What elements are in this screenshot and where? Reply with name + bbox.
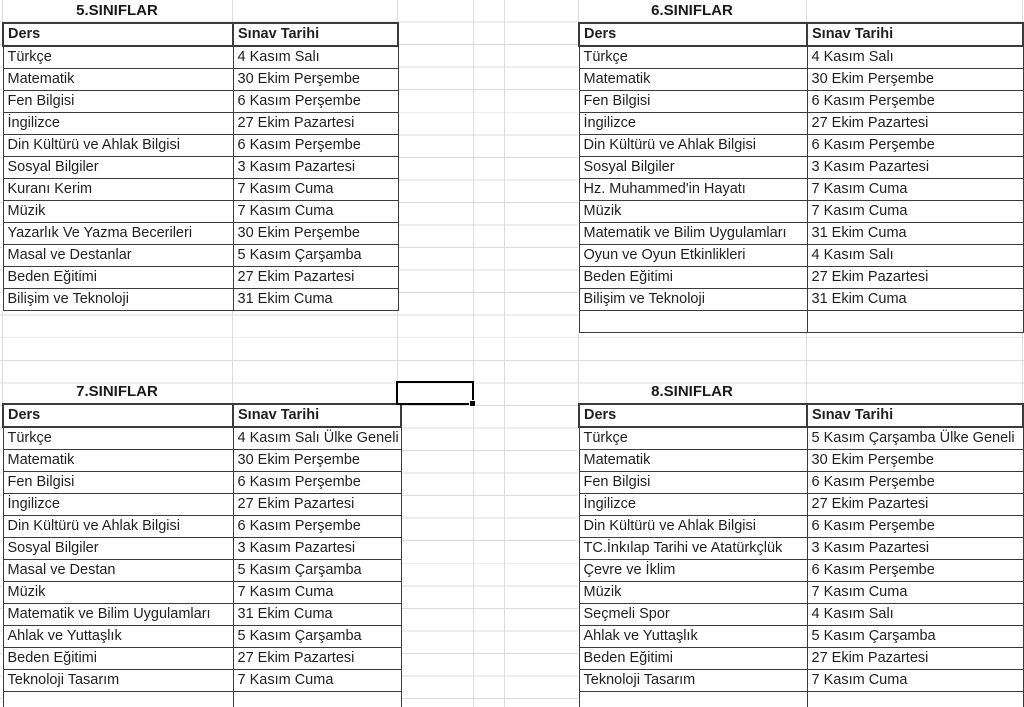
- ders-cell[interactable]: TC.İnkılap Tarihi ve Atatürkçlük: [579, 538, 807, 560]
- ders-cell[interactable]: Din Kültürü ve Ahlak Bilgisi: [579, 135, 807, 157]
- exam-table-grade6: [578, 0, 1024, 333]
- table-row: [579, 135, 1023, 157]
- exam-table-grade8: [578, 381, 1024, 707]
- sinav-tarihi-cell[interactable]: 3 Kasım Pazartesi: [233, 157, 398, 179]
- sinav-tarihi-header[interactable]: Sınav Tarihi: [807, 404, 1023, 427]
- table-row: [3, 223, 398, 245]
- sinav-tarihi-cell[interactable]: 30 Ekim Perşembe: [807, 69, 1023, 91]
- table-row: [3, 450, 401, 472]
- sinav-tarihi-cell[interactable]: 7 Kasım Cuma: [233, 179, 398, 201]
- exam-schedule-table-grade7: [2, 403, 402, 707]
- ders-cell[interactable]: Türkçe: [3, 46, 233, 69]
- table-row: [579, 427, 1023, 450]
- sinav-tarihi-cell[interactable]: 6 Kasım Perşembe: [807, 91, 1023, 113]
- ders-cell[interactable]: Çevre ve İklim: [579, 560, 807, 582]
- exam-table-grade5: [2, 0, 399, 311]
- ders-cell[interactable]: [579, 311, 807, 333]
- ders-cell[interactable]: Matematik ve Bilim Uygulamları: [3, 604, 233, 626]
- sinav-tarihi-header[interactable]: Sınav Tarihi: [807, 23, 1023, 46]
- sinav-tarihi-cell[interactable]: 6 Kasım Perşembe: [233, 516, 401, 538]
- sinav-tarihi-cell[interactable]: 6 Kasım Perşembe: [807, 516, 1023, 538]
- ders-cell[interactable]: Fen Bilgisi: [579, 91, 807, 113]
- ders-cell[interactable]: Fen Bilgisi: [579, 472, 807, 494]
- table-row: [3, 91, 398, 113]
- table-row: [579, 91, 1023, 113]
- table-row: [579, 516, 1023, 538]
- sinav-tarihi-cell[interactable]: 30 Ekim Perşembe: [233, 450, 401, 472]
- ders-cell[interactable]: Türkçe: [579, 46, 807, 69]
- active-cell-selection[interactable]: [396, 381, 474, 405]
- ders-cell[interactable]: Fen Bilgisi: [3, 472, 233, 494]
- ders-cell[interactable]: İngilizce: [3, 494, 233, 516]
- exam-table-grade7: [2, 381, 402, 707]
- table-row: [579, 560, 1023, 582]
- ders-cell[interactable]: Ahlak ve Yuttaşlık: [3, 626, 233, 648]
- sinav-tarihi-cell[interactable]: 27 Ekim Pazartesi: [233, 113, 398, 135]
- header-row: [3, 404, 401, 427]
- ders-cell[interactable]: İngilizce: [579, 494, 807, 516]
- header-row: [579, 23, 1023, 46]
- table-row: [3, 113, 398, 135]
- sinav-tarihi-cell[interactable]: 6 Kasım Perşembe: [807, 135, 1023, 157]
- table-row: [3, 201, 398, 223]
- sinav-tarihi-cell[interactable]: 4 Kasım Salı: [807, 46, 1023, 69]
- ders-cell[interactable]: Müzik: [579, 582, 807, 604]
- sinav-tarihi-cell[interactable]: 31 Ekim Cuma: [807, 223, 1023, 245]
- table-row: [3, 289, 398, 311]
- table-row: [3, 427, 401, 450]
- sinav-tarihi-cell[interactable]: 30 Ekim Perşembe: [233, 69, 398, 91]
- ders-cell[interactable]: [3, 692, 233, 707]
- ders-cell[interactable]: Müzik: [3, 582, 233, 604]
- sinav-tarihi-cell[interactable]: 31 Ekim Cuma: [233, 289, 398, 311]
- sinav-tarihi-cell[interactable]: 27 Ekim Pazartesi: [233, 494, 401, 516]
- table-row: [3, 69, 398, 91]
- table-title-grade6: 6.SINIFLAR: [651, 2, 733, 19]
- sinav-tarihi-cell[interactable]: 5 Kasım Çarşamba: [233, 560, 401, 582]
- ders-cell[interactable]: [579, 692, 807, 707]
- table-row: [579, 472, 1023, 494]
- table-row: [579, 179, 1023, 201]
- table-row: [579, 113, 1023, 135]
- table-row: [579, 267, 1023, 289]
- exam-schedule-table-grade8: [578, 403, 1024, 707]
- ders-header[interactable]: Ders: [579, 404, 807, 427]
- table-row: [579, 157, 1023, 179]
- sinav-tarihi-cell[interactable]: 5 Kasım Çarşamba: [233, 245, 398, 267]
- sinav-tarihi-cell[interactable]: 7 Kasım Cuma: [807, 201, 1023, 223]
- ders-cell[interactable]: Teknoloji Tasarım: [579, 670, 807, 692]
- sinav-tarihi-cell[interactable]: 4 Kasım Salı: [233, 46, 398, 69]
- sinav-tarihi-cell[interactable]: 31 Ekim Cuma: [807, 289, 1023, 311]
- sinav-tarihi-cell[interactable]: 6 Kasım Perşembe: [233, 135, 398, 157]
- header-row: [3, 23, 398, 46]
- sinav-tarihi-cell[interactable]: 4 Kasım Salı: [807, 604, 1023, 626]
- table-row: [579, 69, 1023, 91]
- sinav-tarihi-cell[interactable]: 7 Kasım Cuma: [807, 582, 1023, 604]
- ders-cell[interactable]: Müzik: [579, 201, 807, 223]
- table-row: [3, 604, 401, 626]
- table-row: [3, 157, 398, 179]
- table-row: [3, 516, 401, 538]
- table-row: [3, 560, 401, 582]
- sinav-tarihi-cell[interactable]: 5 Kasım Çarşamba: [233, 626, 401, 648]
- ders-cell[interactable]: Sosyal Bilgiler: [579, 157, 807, 179]
- sinav-tarihi-cell[interactable]: 30 Ekim Perşembe: [233, 223, 398, 245]
- sinav-tarihi-cell[interactable]: 7 Kasım Cuma: [233, 201, 398, 223]
- table-row: [3, 692, 401, 707]
- table-row: [3, 46, 398, 69]
- exam-schedule-table-grade6: [578, 22, 1024, 333]
- sinav-tarihi-cell[interactable]: 6 Kasım Perşembe: [233, 91, 398, 113]
- table-row: [579, 604, 1023, 626]
- ders-header[interactable]: Ders: [579, 23, 807, 46]
- ders-cell[interactable]: Fen Bilgisi: [3, 91, 233, 113]
- table-row: [579, 494, 1023, 516]
- table-row: [3, 648, 401, 670]
- ders-header[interactable]: Ders: [3, 23, 233, 46]
- sinav-tarihi-cell[interactable]: 27 Ekim Pazartesi: [807, 494, 1023, 516]
- sinav-tarihi-cell[interactable]: [807, 692, 1023, 707]
- ders-cell[interactable]: Türkçe: [579, 427, 807, 450]
- sinav-tarihi-cell[interactable]: [807, 311, 1023, 333]
- sinav-tarihi-cell[interactable]: 27 Ekim Pazartesi: [807, 267, 1023, 289]
- table-row: [3, 267, 398, 289]
- ders-cell[interactable]: Oyun ve Oyun Etkinlikleri: [579, 245, 807, 267]
- ders-cell[interactable]: Ahlak ve Yuttaşlık: [579, 626, 807, 648]
- sinav-tarihi-cell[interactable]: 31 Ekim Cuma: [233, 604, 401, 626]
- header-row: [579, 404, 1023, 427]
- gridline-vertical: [473, 0, 474, 707]
- ders-cell[interactable]: Din Kültürü ve Ahlak Bilgisi: [3, 516, 233, 538]
- ders-cell[interactable]: İngilizce: [579, 113, 807, 135]
- ders-cell[interactable]: Beden Eğitimi: [579, 648, 807, 670]
- ders-cell[interactable]: Beden Eğitimi: [3, 648, 233, 670]
- ders-cell[interactable]: Masal ve Destanlar: [3, 245, 233, 267]
- table-row: [3, 538, 401, 560]
- table-row: [3, 245, 398, 267]
- ders-cell[interactable]: Masal ve Destan: [3, 560, 233, 582]
- ders-cell[interactable]: Beden Eğitimi: [579, 267, 807, 289]
- ders-cell[interactable]: Bilişim ve Teknoloji: [3, 289, 233, 311]
- ders-cell[interactable]: Kuranı Kerim: [3, 179, 233, 201]
- ders-cell[interactable]: Sosyal Bilgiler: [3, 157, 233, 179]
- sinav-tarihi-cell[interactable]: 7 Kasım Cuma: [233, 582, 401, 604]
- sinav-tarihi-header[interactable]: Sınav Tarihi: [233, 23, 398, 46]
- ders-cell[interactable]: Teknoloji Tasarım: [3, 670, 233, 692]
- table-row: [579, 245, 1023, 267]
- table-row: [579, 538, 1023, 560]
- ders-cell[interactable]: Sosyal Bilgiler: [3, 538, 233, 560]
- table-row: [3, 582, 401, 604]
- sinav-tarihi-cell[interactable]: 27 Ekim Pazartesi: [233, 267, 398, 289]
- table-title-grade8: 8.SINIFLAR: [651, 383, 733, 400]
- ders-cell[interactable]: Matematik: [3, 69, 233, 91]
- fill-handle[interactable]: [469, 400, 476, 407]
- table-row: [579, 201, 1023, 223]
- ders-cell[interactable]: Yazarlık Ve Yazma Becerileri: [3, 223, 233, 245]
- sinav-tarihi-cell[interactable]: 4 Kasım Salı: [807, 245, 1023, 267]
- table-row: [579, 450, 1023, 472]
- table-row: [579, 289, 1023, 311]
- sinav-tarihi-cell[interactable]: 6 Kasım Perşembe: [233, 472, 401, 494]
- sinav-tarihi-cell[interactable]: 27 Ekim Pazartesi: [807, 113, 1023, 135]
- table-row: [579, 670, 1023, 692]
- table-row: [3, 472, 401, 494]
- table-row: [579, 46, 1023, 69]
- ders-cell[interactable]: Hz. Muhammed'in Hayatı: [579, 179, 807, 201]
- sinav-tarihi-cell[interactable]: 4 Kasım Salı Ülke Geneli: [233, 427, 401, 450]
- table-row: [3, 494, 401, 516]
- table-row: [579, 582, 1023, 604]
- sinav-tarihi-cell[interactable]: 7 Kasım Cuma: [807, 670, 1023, 692]
- ders-cell[interactable]: Matematik: [3, 450, 233, 472]
- ders-cell[interactable]: Seçmeli Spor: [579, 604, 807, 626]
- sinav-tarihi-header[interactable]: Sınav Tarihi: [233, 404, 401, 427]
- ders-cell[interactable]: Müzik: [3, 201, 233, 223]
- gridline-vertical: [504, 0, 505, 707]
- table-row: [3, 626, 401, 648]
- table-row: [3, 670, 401, 692]
- sinav-tarihi-cell[interactable]: 6 Kasım Perşembe: [807, 560, 1023, 582]
- ders-cell[interactable]: Matematik: [579, 69, 807, 91]
- exam-schedule-table-grade5: [2, 22, 399, 311]
- sinav-tarihi-cell[interactable]: 6 Kasım Perşembe: [807, 472, 1023, 494]
- ders-cell[interactable]: Beden Eğitimi: [3, 267, 233, 289]
- sinav-tarihi-cell[interactable]: 5 Kasım Çarşamba Ülke Geneli: [807, 427, 1023, 450]
- table-row: [579, 311, 1023, 333]
- table-row: [579, 626, 1023, 648]
- ders-cell[interactable]: Din Kültürü ve Ahlak Bilgisi: [3, 135, 233, 157]
- sinav-tarihi-cell[interactable]: 7 Kasım Cuma: [233, 670, 401, 692]
- ders-cell[interactable]: Bilişim ve Teknoloji: [579, 289, 807, 311]
- table-row: [579, 223, 1023, 245]
- sinav-tarihi-cell[interactable]: 27 Ekim Pazartesi: [807, 648, 1023, 670]
- table-row: [3, 179, 398, 201]
- ders-header[interactable]: Ders: [3, 404, 233, 427]
- sinav-tarihi-cell[interactable]: [233, 692, 401, 707]
- ders-cell[interactable]: İngilizce: [3, 113, 233, 135]
- sinav-tarihi-cell[interactable]: 30 Ekim Perşembe: [807, 450, 1023, 472]
- ders-cell[interactable]: Matematik: [579, 450, 807, 472]
- sinav-tarihi-cell[interactable]: 7 Kasım Cuma: [807, 179, 1023, 201]
- ders-cell[interactable]: Türkçe: [3, 427, 233, 450]
- table-title-grade7: 7.SINIFLAR: [76, 383, 158, 400]
- table-title-grade5: 5.SINIFLAR: [76, 2, 158, 19]
- sinav-tarihi-cell[interactable]: 27 Ekim Pazartesi: [233, 648, 401, 670]
- sinav-tarihi-cell[interactable]: 5 Kasım Çarşamba: [807, 626, 1023, 648]
- table-row: [579, 692, 1023, 707]
- ders-cell[interactable]: Matematik ve Bilim Uygulamları: [579, 223, 807, 245]
- table-row: [3, 135, 398, 157]
- sinav-tarihi-cell[interactable]: 3 Kasım Pazartesi: [807, 538, 1023, 560]
- ders-cell[interactable]: Din Kültürü ve Ahlak Bilgisi: [579, 516, 807, 538]
- table-row: [579, 648, 1023, 670]
- sinav-tarihi-cell[interactable]: 3 Kasım Pazartesi: [233, 538, 401, 560]
- sinav-tarihi-cell[interactable]: 3 Kasım Pazartesi: [807, 157, 1023, 179]
